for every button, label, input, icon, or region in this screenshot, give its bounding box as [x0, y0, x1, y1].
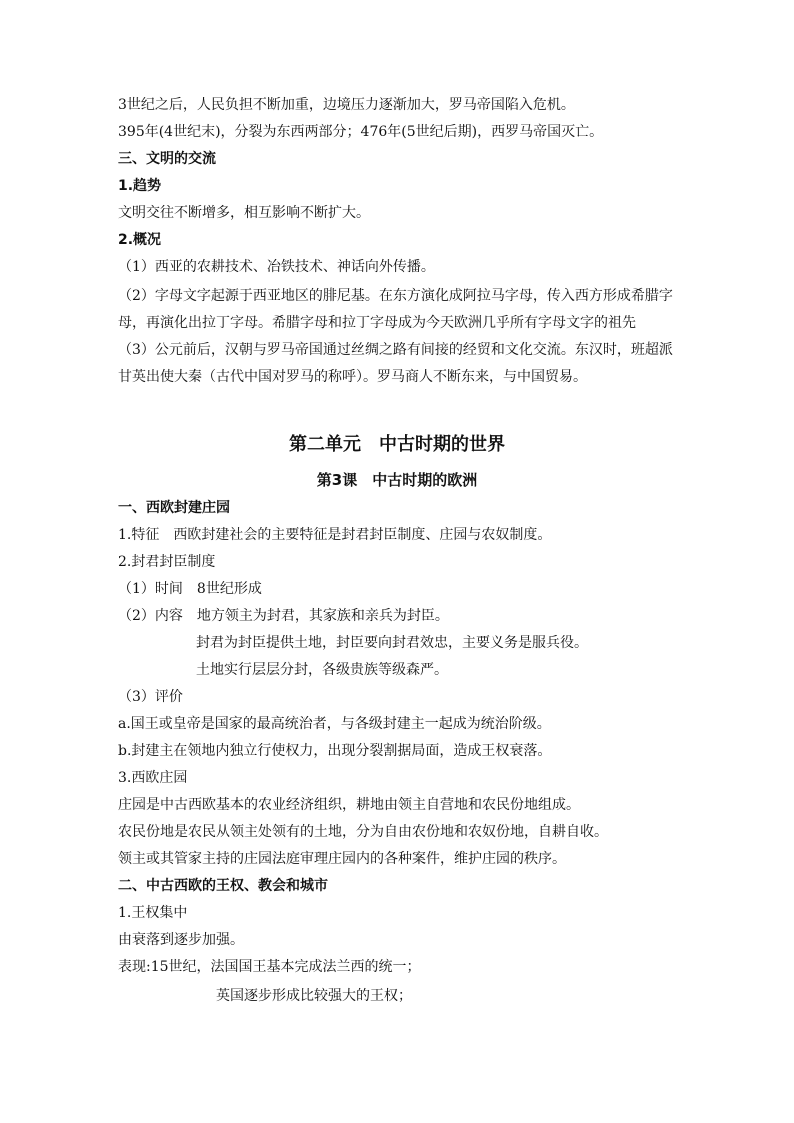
text-line: 英国逐步形成比较强大的王权； [216, 988, 412, 1004]
text-line: 395年(4世纪末)，分裂为东西两部分；476年(5世纪后期)，西罗马帝国灭亡。 [118, 124, 604, 140]
text-line: 领主或其管家主持的庄园法庭审理庄园内的各种案件，维护庄园的秩序。 [118, 851, 566, 867]
text-line: 由衰落到逐步加强。 [118, 932, 244, 948]
text-line: 封君为封臣提供土地，封臣要向封君效忠，主要义务是服兵役。 [196, 635, 588, 651]
text-line: （3）公元前后，汉朝与罗马帝国通过丝绸之路有间接的经贸和文化交流。东汉时，班超派 [118, 342, 673, 358]
text-line: 文明交往不断增多，相互影响不断扩大。 [118, 205, 370, 221]
text-line: 1.王权集中 [118, 905, 188, 921]
text-line: 3.西欧庄园 [118, 770, 188, 786]
section-heading: 一、西欧封建庄园 [118, 500, 230, 516]
text-line: a.国王或皇帝是国家的最高统治者，与各级封建主一起成为统治阶级。 [118, 716, 551, 732]
text-line: b.封建主在领地内独立行使权力，出现分裂割据局面，造成王权衰落。 [118, 743, 552, 759]
text-line: 母，再演化出拉丁字母。希腊字母和拉丁字母成为今天欧洲几乎所有字母文字的祖先 [118, 315, 636, 331]
text-line: （1）时间 8世纪形成 [118, 581, 262, 597]
text-line: （1）西亚的农耕技术、冶铁技术、神话向外传播。 [118, 259, 435, 275]
text-line: （2）内容 地方领主为封君，其家族和亲兵为封臣。 [118, 608, 449, 624]
text-line: 农民份地是农民从领主处领有的土地，分为自由农份地和农奴份地，自耕自收。 [118, 824, 608, 840]
subheading: 2.概况 [118, 232, 162, 248]
text-line: 2.封君封臣制度 [118, 554, 216, 570]
unit-title: 第二单元 中古时期的世界 [289, 434, 505, 455]
text-line: 庄园是中古西欧基本的农业经济组织，耕地由领主自营地和农民份地组成。 [118, 797, 580, 813]
text-line: （2）字母文字起源于西亚地区的腓尼基。在东方演化成阿拉马字母，传入西方形成希腊字 [118, 288, 673, 304]
lesson-title: 第3课 中古时期的欧洲 [316, 471, 478, 489]
section-heading: 三、文明的交流 [118, 151, 216, 167]
subheading: 1.趋势 [118, 178, 162, 194]
text-line: 1.特征 西欧封建社会的主要特征是封君封臣制度、庄园与农奴制度。 [118, 527, 552, 543]
text-line: 3世纪之后，人民负担不断加重，边境压力逐渐加大，罗马帝国陷入危机。 [118, 97, 575, 113]
section-heading: 二、中古西欧的王权、教会和城市 [118, 878, 328, 894]
text-line: 甘英出使大秦（古代中国对罗马的称呼）。罗马商人不断东来，与中国贸易。 [118, 369, 587, 385]
text-line: 表现:15世纪，法国国王基本完成法兰西的统一； [118, 959, 421, 975]
text-line: （3）评价 [118, 689, 183, 705]
text-line: 土地实行层层分封，各级贵族等级森严。 [196, 662, 448, 678]
